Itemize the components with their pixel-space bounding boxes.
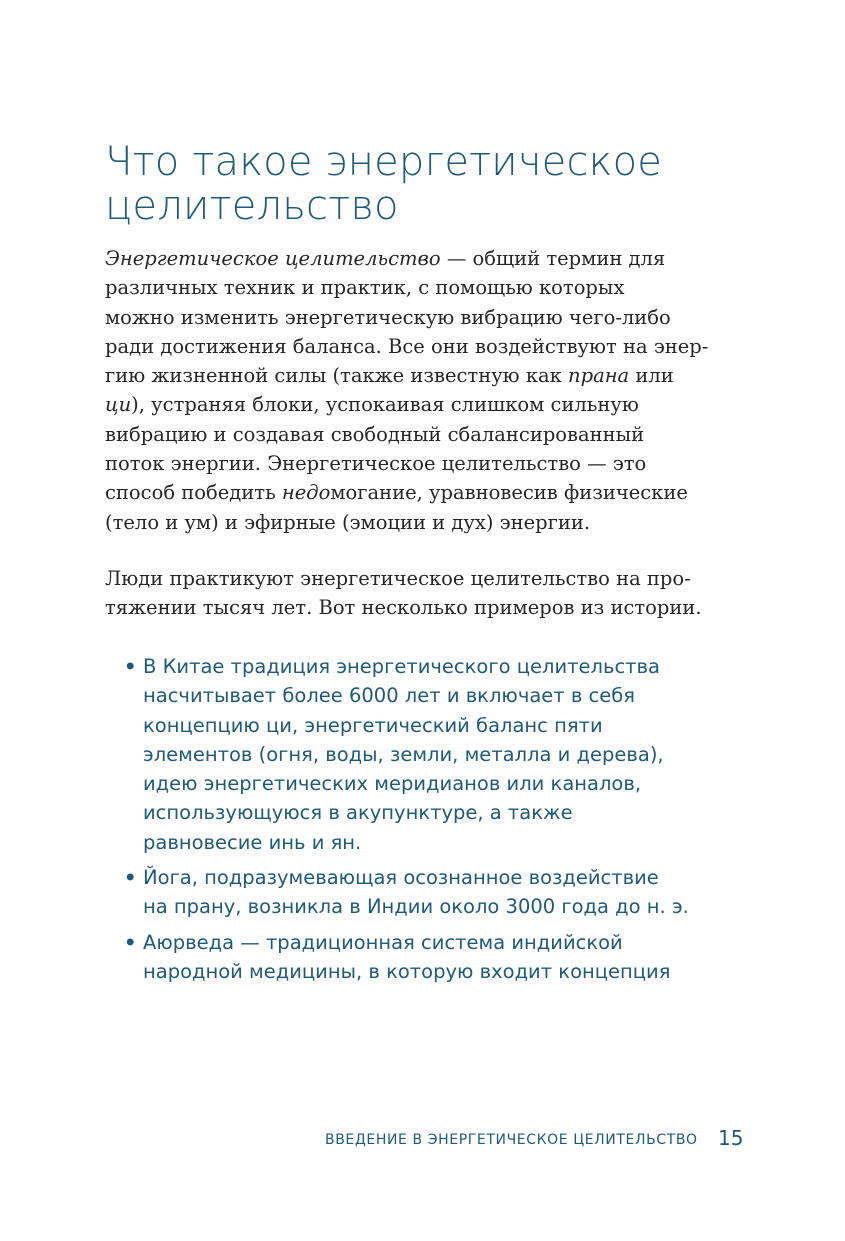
paragraph-line: способ победить недомогание, уравновесив физические xyxy=(105,481,688,505)
paragraph-line: Энергетическое целительство — общий термин для xyxy=(105,247,666,270)
list-item: • В Китае традиция энергетического целительства насчитывает более 6000 лет и включает в себя концепцию ци, энергетический баланс пяти элементов (огня, воды, земли, металла и дерева), идею энергетических меридианов или каналов, использующуюся в акупунктуре, а также равновесие инь и ян. xyxy=(124,652,724,857)
list-item: • Йога, подразумевающая осознанное воздействие на прану, возникла в Индии около 3000 года до н. э. xyxy=(124,863,724,922)
paragraph-line: гию жизненной силы (также известную как прана или xyxy=(105,364,674,388)
bullet-icon: • xyxy=(124,866,137,890)
paragraph-line: (тело и ум) и эфирные (эмоции и дух) энергии. xyxy=(105,510,591,534)
list-item: • Аюрведа — традиционная система индийской народной медицины, в которую входит концепция xyxy=(124,928,724,987)
intro-paragraph xyxy=(105,244,709,537)
paragraph-line: можно изменить энергетическую вибрацию чего-либо xyxy=(105,305,671,329)
running-head: ВВЕДЕНИЕ В ЭНЕРГЕТИЧЕСКОЕ ЦЕЛИТЕЛЬСТВО xyxy=(325,1132,698,1148)
emphasis-term: ци xyxy=(105,393,132,417)
paragraph-line: различных техник и практик, с помощью которых xyxy=(105,276,625,300)
paragraph-line: вибрацию и создавая свободный сбалансированный xyxy=(105,422,645,446)
history-paragraph xyxy=(105,564,705,623)
emphasis-term: прана xyxy=(568,364,630,388)
bullet-icon: • xyxy=(124,655,137,678)
paragraph-line: Люди практикуют энергетическое целительство на про- xyxy=(105,567,691,590)
title-line-1: Что такое энергетическое xyxy=(105,139,663,185)
page-title xyxy=(105,140,745,228)
page-number: 15 xyxy=(718,1126,744,1150)
bullet-icon: • xyxy=(124,930,137,954)
emphasis-term: недо xyxy=(281,481,331,505)
paragraph-line: поток энергии. Энергетическое целительство — это xyxy=(105,452,647,476)
emphasis-term: Энергетическое целительство xyxy=(105,247,441,270)
history-examples-list xyxy=(124,652,724,992)
paragraph-line: тяжении тысяч лет. Вот несколько примеров из истории. xyxy=(105,596,702,620)
paragraph-line: ради достижения баланса. Все они воздействуют на энер- xyxy=(105,334,709,358)
title-line-2: целительство xyxy=(105,183,399,229)
paragraph-line: ци), устраняя блоки, успокаивая слишком сильную xyxy=(105,393,639,417)
